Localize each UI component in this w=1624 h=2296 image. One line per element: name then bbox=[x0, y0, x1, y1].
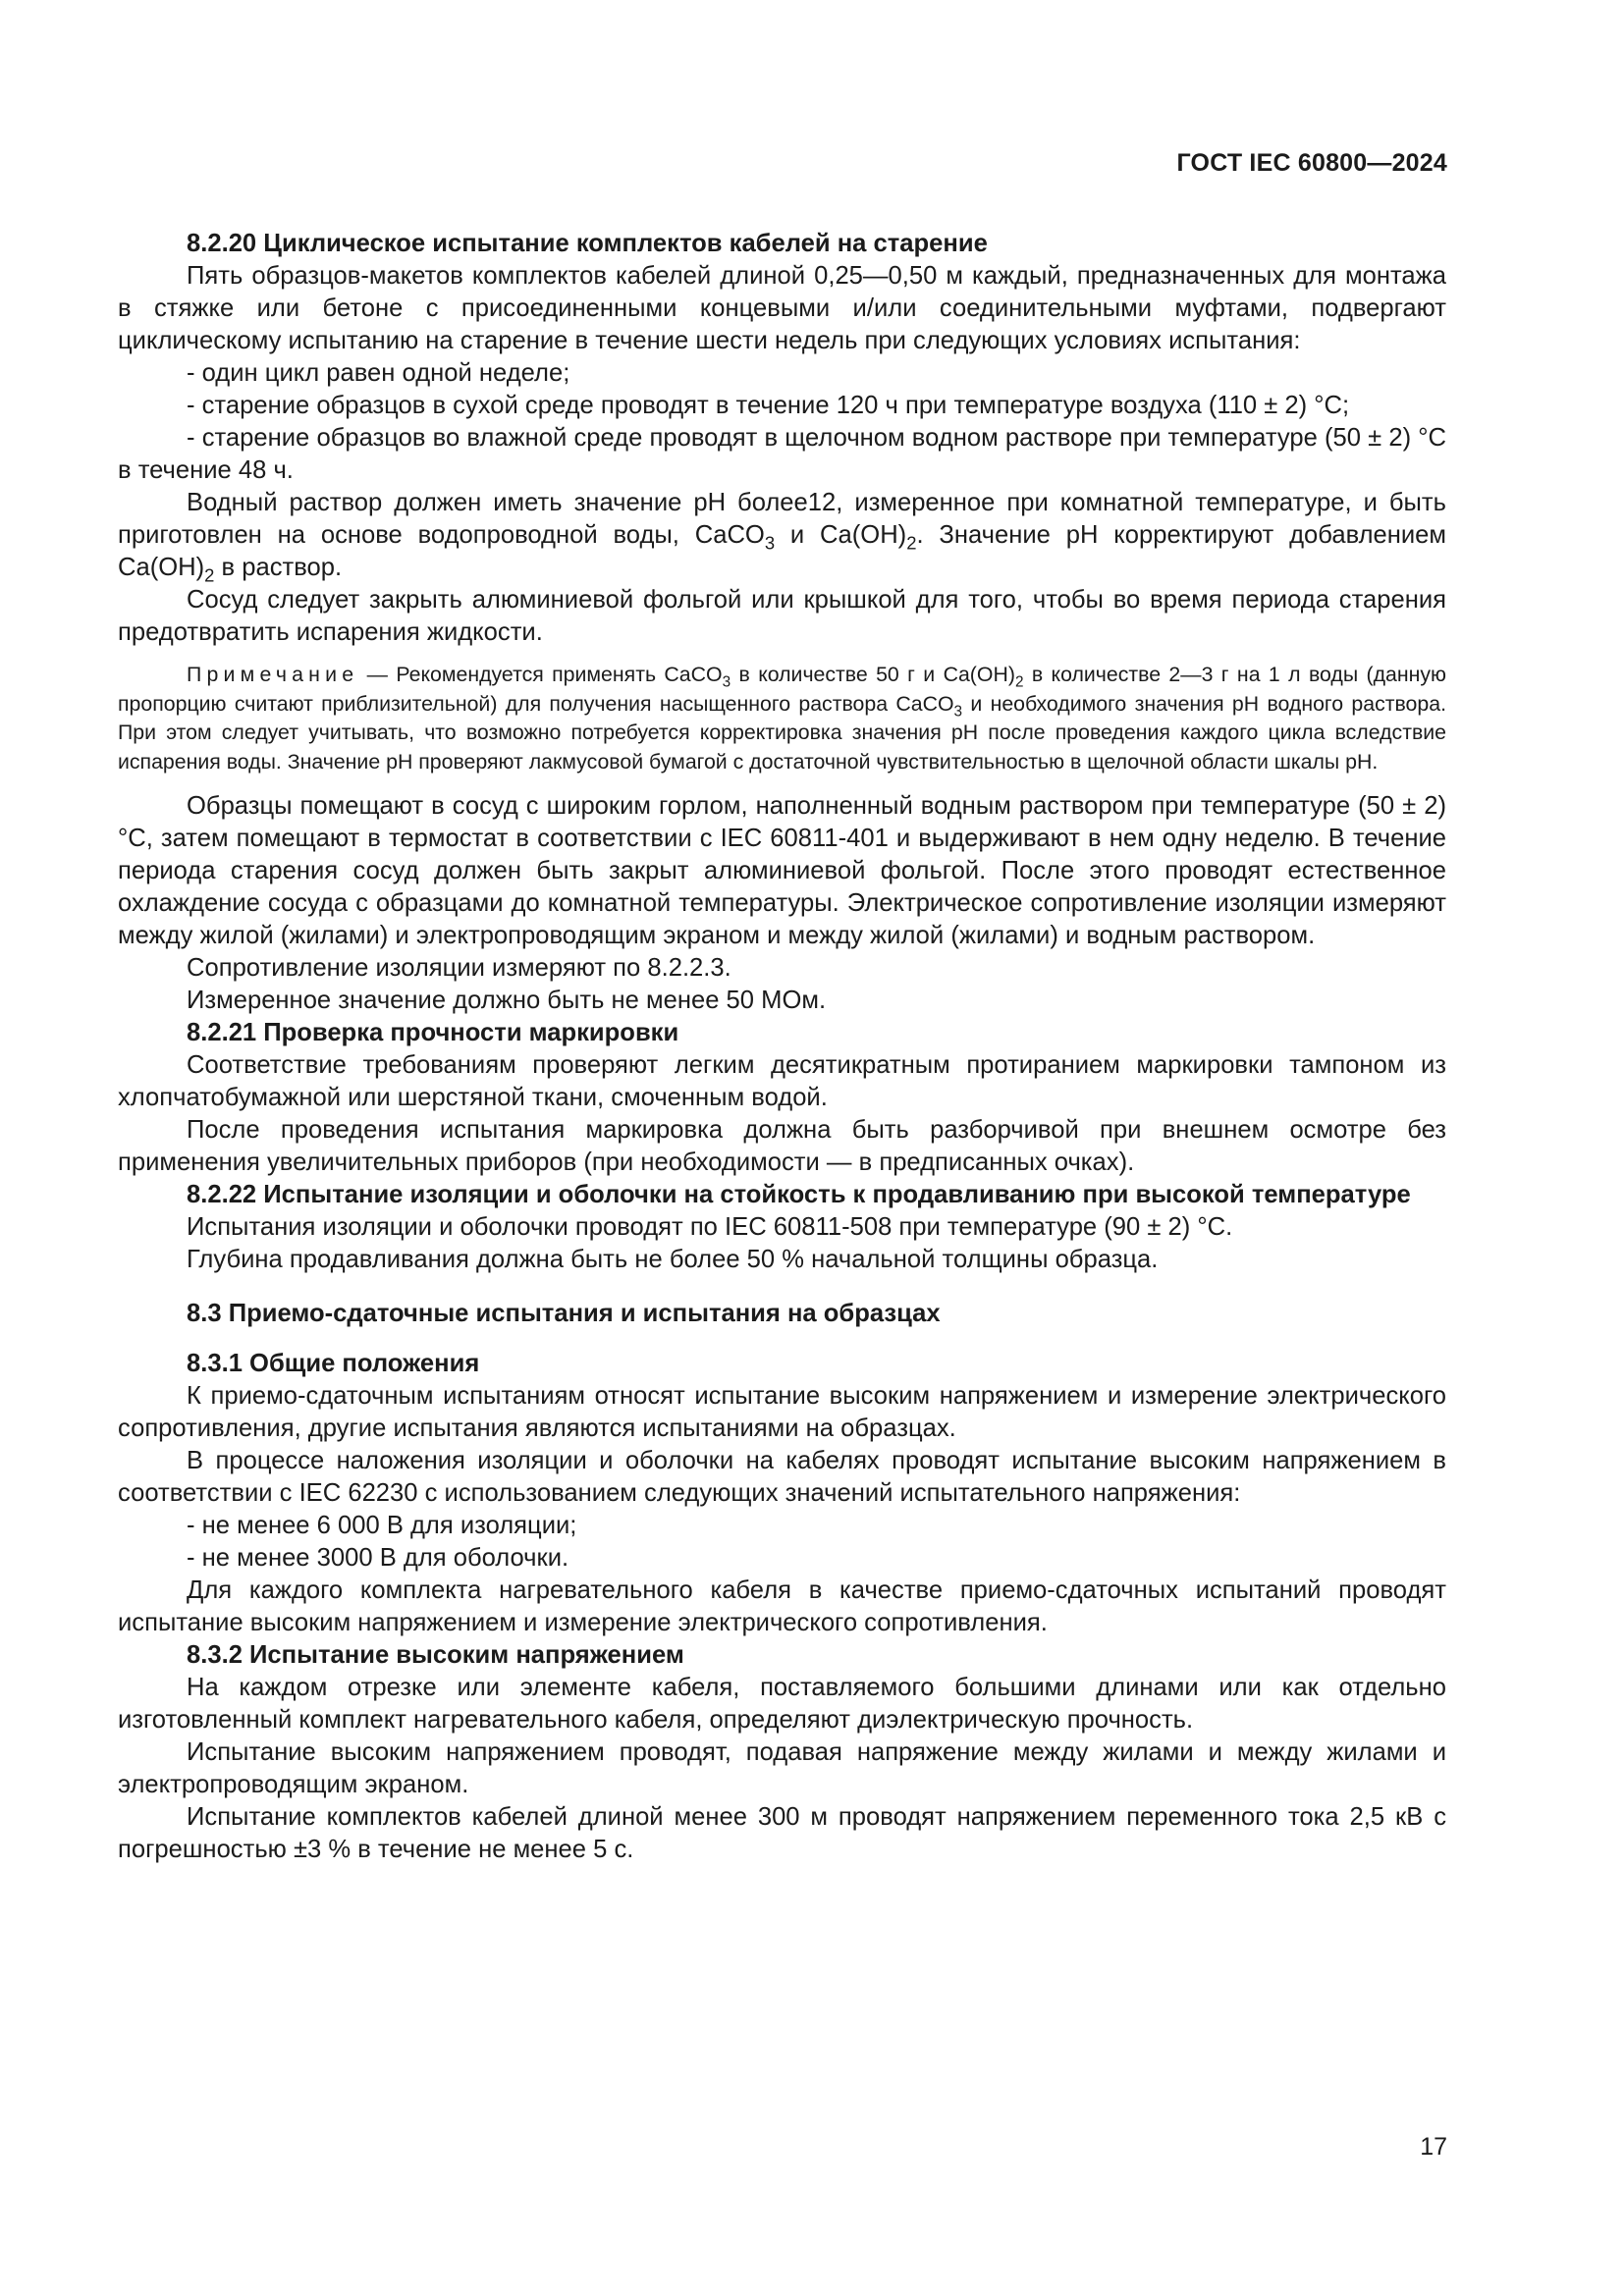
paragraph: Образцы помещают в сосуд с широким горлом, наполненный водным раствором при температуре (50 ± 2) °С, затем помещают в термостат в соответствии с IEC 60811-401 и выдерживают в нем одну неделю. В течение периода старения сосуд должен быть закрыт алюминиевой фольгой. После этого проводят естественное охлаждение сосуда с образцами до комнатной температуры. Электрическое сопротивление изоляции измеряют между жилой (жилами) и электропроводящим экраном и между жилой (жилами) и водным раствором. bbox=[118, 792, 1446, 949]
paragraph: Сосуд следует закрыть алюминиевой фольгой или крышкой для того, чтобы во время периода старения предотвратить испарения жидкости. bbox=[118, 586, 1446, 646]
paragraph: Испытание высоким напряжением проводят, подавая напряжение между жилами и между жилами и электропроводящим экраном. bbox=[118, 1738, 1446, 1798]
list-item: - не менее 6 000 В для изоляции; bbox=[187, 1512, 577, 1539]
paragraph: Испытание комплектов кабелей длиной менее 300 м проводят напряжением переменного тока 2,5 кВ с погрешностью ±3 % в течение не менее 5 с. bbox=[118, 1803, 1446, 1863]
spacer bbox=[118, 1330, 1446, 1348]
paragraph: Соответствие требованиям проверяют легким десятикратным протиранием маркировки тампоном из хлопчатобумажной или шерстяной ткани, смоченным водой. bbox=[118, 1051, 1446, 1111]
paragraph: На каждом отрезке или элементе кабеля, поставляемого большими длинами или как отдельно изготовленный комплект нагревательного кабеля, определяют диэлектрическую прочность. bbox=[118, 1674, 1446, 1734]
paragraph: После проведения испытания маркировка должна быть разборчивой при внешнем осмотре без применения увеличительных приборов (при необходимости — в предписанных очках). bbox=[118, 1116, 1446, 1176]
list-item: - старение образцов во влажной среде проводят в щелочном водном растворе при температуре (50 ± 2) °С в течение 48 ч. bbox=[118, 424, 1446, 484]
document-header: ГОСТ IEC 60800—2024 bbox=[1176, 149, 1447, 177]
section-heading-8-3: 8.3 Приемо-сдаточные испытания и испытания на образцах bbox=[187, 1300, 941, 1327]
paragraph: Измеренное значение должно быть не менее 50 МОм. bbox=[187, 987, 827, 1014]
list-item: - один цикл равен одной неделе; bbox=[187, 359, 570, 387]
paragraph: Сопротивление изоляции измеряют по 8.2.2.3. bbox=[187, 954, 731, 982]
paragraph: Для каждого комплекта нагревательного кабеля в качестве приемо-сдаточных испытаний проводят испытание высоким напряжением и измерение электрического сопротивления. bbox=[118, 1576, 1446, 1636]
list-item: - старение образцов в сухой среде проводят в течение 120 ч при температуре воздуха (110 ± 2) °С; bbox=[187, 392, 1350, 419]
paragraph: К приемо-сдаточным испытаниям относят испытание высоким напряжением и измерение электрического сопротивления, другие испытания являются испытаниями на образцах. bbox=[118, 1382, 1446, 1442]
list-item: - не менее 3000 В для оболочки. bbox=[187, 1544, 569, 1572]
note: Примечание — Рекомендуется применять CaCO$_3$ в количестве 50 г и $Ca(OH)_2$ в количестве 2—3 г на 1 л воды (данную пропорцию считают приблизительной) для получения насыщенного раствора CaCO$_3$ и необходимого значения рН водного раствора. При этом следует учитывать, что возможно потребуется корректировка значения рН после проведения каждого цикла вследствие испарения воды. Значение рН проверяют лакмусовой бумагой с достаточной чувствительностью в щелочной области шкалы рН. bbox=[118, 663, 1447, 774]
spacer bbox=[118, 1276, 1446, 1298]
document-body bbox=[118, 228, 1446, 1866]
section-heading-8-3-1: 8.3.1 Общие положения bbox=[187, 1350, 480, 1377]
section-heading-8-3-2: 8.3.2 Испытание высоким напряжением bbox=[187, 1641, 684, 1669]
section-heading-8-2-20: 8.2.20 Циклическое испытание комплектов кабелей на старение bbox=[187, 230, 988, 257]
paragraph: Водный раствор должен иметь значение рН более12, измеренное при комнатной температуре, и быть приготовлен на основе водопроводной воды, CaCO$_3$ и $Ca(OH)_2$. Значение рН корректируют добавлением $Ca(OH)_2$ в раствор. bbox=[118, 489, 1447, 586]
paragraph: Глубина продавливания должна быть не более 50 % начальной толщины образца. bbox=[187, 1246, 1159, 1273]
section-heading-8-2-22: 8.2.22 Испытание изоляции и оболочки на стойкость к продавливанию при высокой температуре bbox=[187, 1181, 1411, 1208]
paragraph: В процессе наложения изоляции и оболочки на кабелях проводят испытание высоким напряжением в соответствии с IEC 62230 с использованием следующих значений испытательного напряжения: bbox=[118, 1447, 1446, 1507]
note-label: Примечание bbox=[187, 663, 359, 686]
paragraph: Пять образцов-макетов комплектов кабелей длиной 0,25—0,50 м каждый, предназначенных для монтажа в стяжке или бетоне с присоединенными концевыми и/или соединительными муфтами, подвергают циклическому испытанию на старение в течение шести недель при следующих условиях испытания: bbox=[118, 262, 1446, 354]
page-number: 17 bbox=[1420, 2133, 1447, 2161]
paragraph: Испытания изоляции и оболочки проводят по IEC 60811-508 при температуре (90 ± 2) °С. bbox=[187, 1213, 1233, 1241]
section-heading-8-2-21: 8.2.21 Проверка прочности маркировки bbox=[187, 1019, 679, 1046]
